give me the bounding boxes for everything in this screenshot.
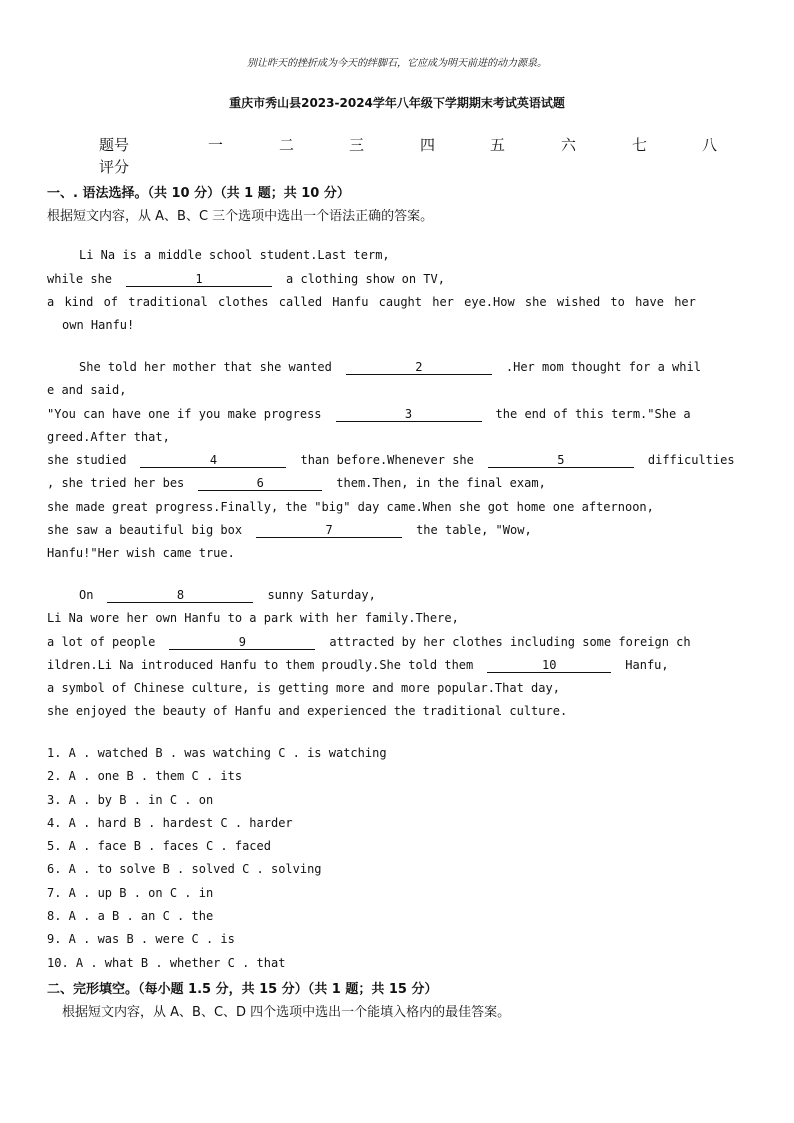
passage-line: she made great progress.Finally, the "big" day came.When she got home one afternoon, <box>47 500 654 514</box>
passage-text: she saw a beautiful big box <box>47 523 243 537</box>
passage-text: than before.Whenever she <box>300 453 474 467</box>
blank-2: 2 <box>346 360 492 375</box>
score-column-2: 二 <box>279 136 295 154</box>
passage-text: the end of this term."She a <box>495 407 691 421</box>
option-item: 8. A . a B . an C . the <box>47 909 214 923</box>
option-item: 7. A . up B . on C . in <box>47 886 214 900</box>
passage-line: Li Na is a middle school student.Last term, <box>79 248 390 262</box>
passage-text: She told her mother that she wanted <box>79 360 332 374</box>
option-item: 10. A . what B . whether C . that <box>47 956 286 970</box>
passage-line <box>47 658 747 673</box>
section-1-heading: 一、. 语法选择。（共 10 分）（共 1 题；共 10 分） <box>47 186 350 201</box>
passage-text: "You can have one if you make progress <box>47 407 322 421</box>
passage-line <box>47 523 747 538</box>
option-item: 3. A . by B . in C . on <box>47 793 214 807</box>
passage-line: she enjoyed the beauty of Hanfu and experienced the traditional culture. <box>47 704 568 718</box>
passage-text: attracted by her clothes including some foreign ch <box>329 635 691 649</box>
passage-line <box>47 295 747 309</box>
passage-text: ildren.Li Na introduced Hanfu to them proudly.She told them <box>47 658 474 672</box>
section-2-heading: 二、完形填空。（每小题 1.5 分，共 15 分）（共 1 题；共 15 分） <box>47 982 438 997</box>
passage-text: .Her mom thought for a whil <box>505 360 701 374</box>
blank-9: 9 <box>169 635 315 650</box>
passage-line: Hanfu!"Her wish came true. <box>47 546 235 560</box>
blank-1: 1 <box>126 272 272 287</box>
blank-5: 5 <box>488 453 634 468</box>
passage-text: a kind of traditional clothes called Hanfu caught her eye.How she wished to have her <box>47 295 696 309</box>
passage-text: , she tried her bes <box>47 476 185 490</box>
motto: 别让昨天的挫折成为今天的绊脚石，它应成为明天前进的动力源泉。 <box>247 58 547 69</box>
passage-line <box>47 635 747 650</box>
score-column-6: 六 <box>561 136 577 154</box>
passage-text: sunny Saturday, <box>267 588 376 602</box>
option-item: 2. A . one B . them C . its <box>47 769 243 783</box>
blank-7: 7 <box>256 523 402 538</box>
passage-line <box>47 476 747 491</box>
page-title: 重庆市秀山县2023-2024学年八年级下学期期末考试英语试题 <box>229 96 565 110</box>
passage-line: a symbol of Chinese culture, is getting more and more popular.That day, <box>47 681 560 695</box>
section-1-instruction: 根据短文内容，从 A、B、C 三个选项中选出一个语法正确的答案。 <box>47 209 434 224</box>
passage-text: the table, "Wow, <box>416 523 532 537</box>
blank-4: 4 <box>140 453 286 468</box>
option-item: 5. A . face B . faces C . faced <box>47 839 271 853</box>
passage-text: a lot of people <box>47 635 156 649</box>
passage-text: them.Then, in the final exam, <box>336 476 546 490</box>
score-column-4: 四 <box>420 136 436 154</box>
passage-line <box>79 360 779 375</box>
passage-line <box>47 407 747 422</box>
option-item: 4. A . hard B . hardest C . harder <box>47 816 293 830</box>
score-table-header <box>0 134 794 156</box>
blank-8: 8 <box>107 588 253 603</box>
option-item: 1. A . watched B . was watching C . is watching <box>47 746 387 760</box>
passage-line: greed.After that, <box>47 430 170 444</box>
score-table-label: 题号 <box>99 136 130 154</box>
blank-3: 3 <box>336 407 482 422</box>
passage-line: Li Na wore her own Hanfu to a park with her family.There, <box>47 611 459 625</box>
passage-text: On <box>79 588 94 602</box>
passage-text: she studied <box>47 453 127 467</box>
passage-line: own Hanfu! <box>62 318 135 332</box>
score-column-5: 五 <box>490 136 506 154</box>
passage-text: while she <box>47 272 113 286</box>
score-row-label: 评分 <box>99 158 130 176</box>
passage-line: e and said, <box>47 383 127 397</box>
score-column-1: 一 <box>208 136 224 154</box>
score-column-8: 八 <box>702 136 718 154</box>
option-item: 6. A . to solve B . solved C . solving <box>47 862 322 876</box>
passage-text: a clothing show on TV, <box>286 272 445 286</box>
passage-line <box>79 588 779 603</box>
passage-line <box>47 272 747 287</box>
score-column-3: 三 <box>349 136 365 154</box>
section-2-instruction: 根据短文内容，从 A、B、C、D 四个选项中选出一个能填入格内的最佳答案。 <box>62 1005 511 1020</box>
option-item: 9. A . was B . were C . is <box>47 932 235 946</box>
passage-line <box>47 453 747 468</box>
passage-text: Hanfu, <box>625 658 669 672</box>
passage-text: difficulties <box>647 453 735 467</box>
score-column-7: 七 <box>632 136 648 154</box>
blank-10: 10 <box>487 658 611 673</box>
blank-6: 6 <box>198 476 322 491</box>
